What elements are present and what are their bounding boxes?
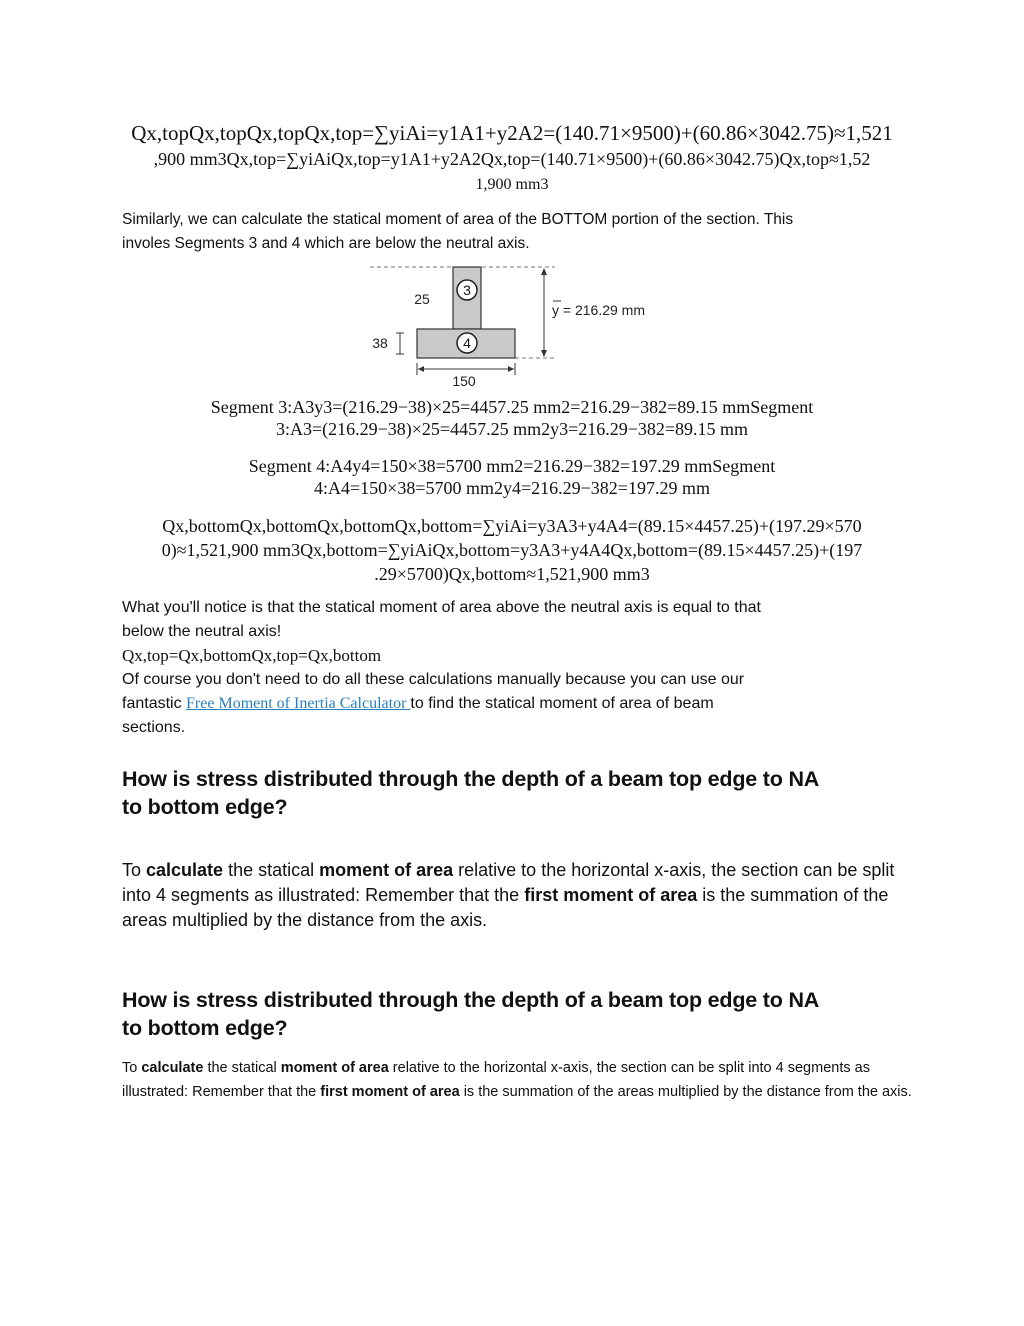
notice-equation: Qx,top=Qx,bottomQx,top=Qx,bottom [122,646,382,665]
equation-q-bottom-line2: 0)≈1,521,900 mm3Qx,bottom=∑yiAiQx,bottom=y3A3+y4A4Qx,bottom=(89.15×4457.25)+(197 [161,540,863,560]
intro-line1: Similarly, we can calculate the statical moment of area of the BOTTOM portion of the section. This [122,211,794,228]
segment-3-equation [122,396,902,440]
body-paragraph-1 [122,858,912,933]
equation-q-bottom [122,514,902,586]
para1-text-4: is the summation of the areas multiplied by the distance from the axis. [122,885,889,930]
equation-q-bottom-line1: Qx,bottomQx,bottomQx,bottomQx,bottom=∑yiAi=y3A3+y4A4=(89.15×4457.25)+(197.29×570 [162,516,862,536]
notice-line4-before: fantastic [122,695,187,712]
notice-paragraph [122,596,902,740]
equation-q-bottom-line3: .29×5700)Qx,bottom≈1,521,900 mm3 [374,564,650,584]
flange-width-arrow-right [508,366,514,372]
intro-line2: involes Segments 3 and 4 which are below the neutral axis. [122,234,530,252]
ybar-arrow-bottom [541,350,547,357]
para1-text-3: relative to the horizontal x-axis, the section can be split into 4 segments as illustrated: Remember that the [122,860,895,905]
ybar-label: y = 216.29 mm [552,302,645,318]
section-heading-2-line2: to bottom edge? [122,1016,288,1040]
notice-line5: sections. [122,719,186,736]
notice-line1: What you'll notice is that the statical moment of area above the neutral axis is equal to that [122,599,761,616]
para2-bold-first-moment: first moment of area [320,1084,460,1100]
para2-bold-moment-of-area: moment of area [280,1060,389,1076]
section-heading-2-line1: How is stress distributed through the depth of a beam top edge to NA [122,988,820,1012]
notice-line4-after: to find the statical moment of area of beam [410,695,714,712]
segment-3-label: 3 [463,282,471,298]
notice-line2: below the neutral axis! [122,623,282,640]
para1-bold-calculate: calculate [146,860,224,880]
segment-4-equation [122,455,902,499]
para2-text-1: To [122,1060,142,1076]
segment-4-line1: Segment 4:A4y4=150×38=5700 mm2=216.29−382=197.29 mmSegment [248,456,776,476]
section-heading-1 [122,765,902,821]
para2-text-2: the statical [203,1060,281,1076]
para1-text-1: To [122,860,147,880]
para1-bold-first-moment: first moment of area [524,885,698,905]
segment-4-line2: 4:A4=150×38=5700 mm2y4=216.29−382=197.29 mm [314,478,710,498]
segment-3-line1: Segment 3:A3y3=(216.29−38)×25=4457.25 mm2=216.29−382=89.15 mmSegment [210,397,814,417]
segment-3-line2: 3:A3=(216.29−38)×25=4457.25 mm2y3=216.29−382=89.15 mm [275,419,749,439]
intro-paragraph [122,208,902,255]
notice-line3: Of course you don't need to do all these calculations manually because you can use our [122,671,745,688]
notice-line4 [122,692,902,716]
moment-of-inertia-calculator-link[interactable]: Free Moment of Inertia Calculator [186,695,411,712]
flange-width-arrow-left [418,366,424,372]
segment-4-label: 4 [463,335,471,351]
para2-bold-calculate: calculate [141,1060,204,1076]
section-heading-1-line2: to bottom edge? [122,795,288,819]
section-heading-1-line1: How is stress distributed through the depth of a beam top edge to NA [122,767,820,791]
equation-q-top [122,120,902,198]
flange-height-label: 38 [372,335,388,351]
t-section-bottom-diagram [360,262,680,392]
para2-text-3: relative to the horizontal x-axis, the section can be split into 4 segments as illustrated: Remember that the [122,1060,870,1100]
section-heading-2 [122,986,902,1042]
equation-q-top-line3: 1,900 mm3 [475,176,549,193]
equation-q-top-line2: ,900 mm3Qx,top=∑yiAiQx,top=y1A1+y2A2Qx,top=(140.71×9500)+(60.86×3042.75)Qx,top≈1,52 [153,149,871,169]
body-paragraph-2 [122,1056,912,1104]
para1-bold-moment-of-area: moment of area [319,860,454,880]
ybar-arrow-top [541,268,547,275]
equation-q-top-line1: Qx,topQx,topQx,topQx,top=∑yiAi=y1A1+y2A2=(140.71×9500)+(60.86×3042.75)≈1,521 [131,121,893,145]
para2-text-4: is the summation of the areas multiplied by the distance from the axis. [459,1084,912,1100]
para1-text-2: the statical [223,860,320,880]
web-width-label: 25 [414,291,430,307]
flange-width-label: 150 [452,373,476,389]
